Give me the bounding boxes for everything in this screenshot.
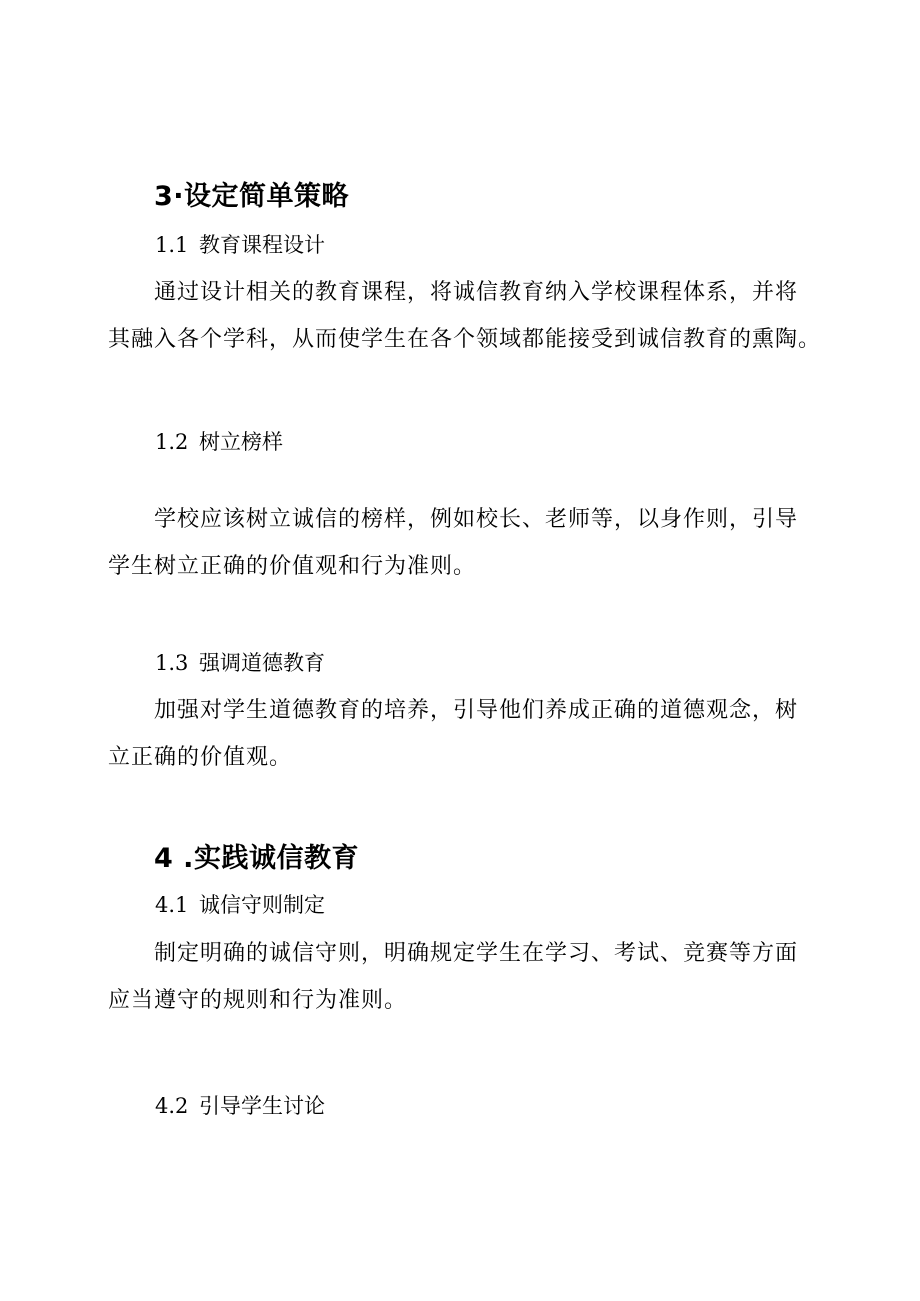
subsection-number: 1.2 [155, 430, 189, 454]
subsection-number: 4.2 [155, 1094, 189, 1118]
paragraph-line: 学校应该树立诚信的榜样，例如校长、老师等，以身作则，引导 [154, 507, 799, 532]
subsection-number: 4.1 [155, 893, 189, 917]
subsection-number: 1.1 [155, 233, 189, 257]
subsection-title: 树立榜样 [199, 430, 283, 454]
subsection-title: 教育课程设计 [199, 233, 325, 257]
subsection-heading [155, 229, 325, 259]
subsection-title: 诚信守则制定 [199, 893, 325, 917]
subsection-title: 引导学生讨论 [199, 1094, 325, 1118]
paragraph-line: 学生树立正确的价值观和行为准则。 [108, 554, 477, 579]
paragraph-line: 制定明确的诚信守则，明确规定学生在学习、考试、竞赛等方面 [154, 941, 799, 966]
subsection-number: 1.3 [155, 651, 189, 675]
paragraph-line: 加强对学生道德教育的培养，引导他们养成正确的道德观念，树 [154, 698, 799, 723]
paragraph-line: 其融入各个学科，从而使学生在各个领域都能接受到诚信教育的熏陶。 [108, 327, 822, 352]
subsection-title: 强调道德教育 [199, 651, 325, 675]
section-heading: 4 .实践诚信教育 [154, 843, 359, 874]
paragraph-line: 应当遵守的规则和行为准则。 [108, 988, 408, 1013]
subsection-heading [155, 426, 283, 456]
paragraph-line: 通过设计相关的教育课程，将诚信教育纳入学校课程体系，并将 [154, 280, 799, 305]
section-heading: 3·设定简单策略 [154, 181, 350, 212]
subsection-heading [155, 889, 325, 919]
subsection-heading [155, 647, 325, 677]
subsection-heading [155, 1090, 325, 1120]
paragraph-line: 立正确的价值观。 [108, 745, 293, 770]
